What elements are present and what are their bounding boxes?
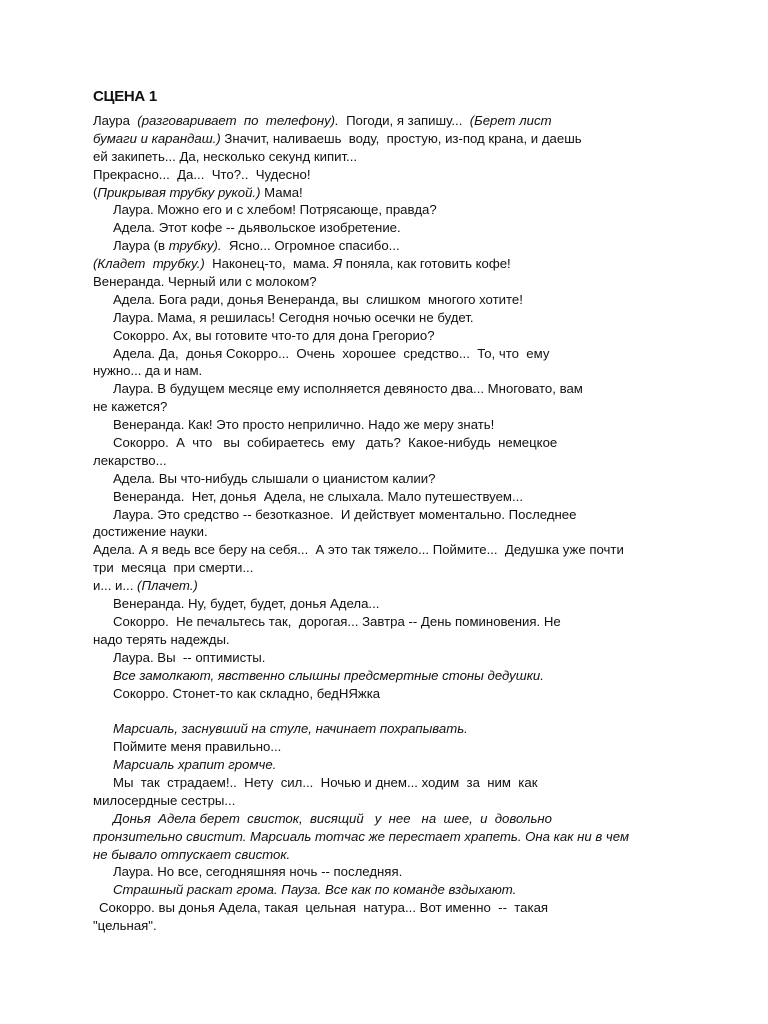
stage-direction: пронзительно свистит. Марсиаль тотчас же перестает храпеть. Она как ни в чем <box>93 828 629 844</box>
text-line <box>93 649 693 667</box>
dialogue-text: Венеранда. Черный или с молоком? <box>93 274 317 290</box>
text-line <box>93 362 693 380</box>
text-line <box>93 774 693 792</box>
dialogue-text: Сокорро. Стонет-то как складно, бедНЯжка <box>113 685 381 701</box>
text-line <box>93 130 693 148</box>
text-line <box>93 917 693 935</box>
text-line <box>93 863 693 881</box>
text-line <box>93 148 693 166</box>
dialogue-text: Лаура (в <box>113 238 169 254</box>
text-line <box>93 685 693 703</box>
dialogue-text: Адела. Бога ради, донья Венеранда, вы слишком многого хотите! <box>113 291 523 307</box>
text-line <box>93 398 693 416</box>
dialogue-text: и... и... <box>93 578 138 594</box>
dialogue-text: Адела. Этот кофе -- дьявольское изобретение. <box>113 220 401 236</box>
dialogue-text: Лаура. Это средство -- безотказное. И действует моментально. Последнее <box>113 506 577 522</box>
dialogue-text: поняла, как готовить кофе! <box>342 256 511 272</box>
text-line <box>93 523 693 541</box>
text-line <box>93 792 693 810</box>
text-line <box>93 506 693 524</box>
text-line <box>93 577 693 595</box>
dialogue-text: Сокорро. вы донья Адела, такая цельная натура... Вот именно -- такая <box>99 900 549 916</box>
text-line <box>93 219 693 237</box>
dialogue-text: лекарство... <box>93 452 167 468</box>
text-line <box>93 327 693 345</box>
dialogue-text: ( <box>93 184 98 200</box>
text-line <box>93 828 693 846</box>
dialogue-text: Наконец-то, мама. <box>204 256 334 272</box>
text-line <box>93 309 693 327</box>
text-line <box>93 810 693 828</box>
stage-direction: (Берет лист <box>469 113 552 128</box>
dialogue-text: Ясно... Огромное спасибо... <box>221 238 400 254</box>
dialogue-text: Мы так страдаем!.. Нету сил... Ночью и днем... ходим за ним как <box>113 774 538 790</box>
text-line <box>93 631 693 649</box>
text-line <box>93 416 693 434</box>
text-line <box>93 291 693 309</box>
text-line <box>93 720 693 738</box>
dialogue-text: Лаура. Мама, я решилась! Сегодня ночью осечки не будет. <box>113 309 474 325</box>
dialogue-text: Сокорро. А что вы собираетесь ему дать? Какое-нибудь немецкое <box>113 435 558 451</box>
text-line <box>93 846 693 864</box>
text-line <box>93 559 693 577</box>
dialogue-text: "цельная". <box>93 918 157 934</box>
dialogue-text: Лаура. Но все, сегодняшняя ночь -- последняя. <box>113 864 403 880</box>
dialogue-text: Венеранда. Нет, донья Адела, не слыхала. Мало путешествуем... <box>113 488 523 504</box>
dialogue-text: три месяца при смерти... <box>93 560 254 576</box>
text-line <box>93 380 693 398</box>
dialogue-text: ей закипеть... Да, несколько секунд кипит... <box>93 148 358 164</box>
dialogue-text: Венеранда. Ну, будет, будет, донья Адела... <box>113 596 380 612</box>
blank-line <box>93 702 693 720</box>
dialogue-text: Погоди, я запишу... <box>338 113 470 128</box>
text-line <box>93 434 693 452</box>
text-line <box>93 452 693 470</box>
stage-direction: не бывало отпускает свисток. <box>93 846 291 862</box>
dialogue-text: Лаура. Можно его и с хлебом! Потрясающе, правда? <box>113 202 437 218</box>
stage-direction: Прикрывая трубку рукой.) <box>97 184 261 200</box>
dialogue-text: Лаура. В будущем месяце ему исполняется девяносто два... Многовато, вам <box>113 381 583 397</box>
stage-direction: (Плачет.) <box>137 578 198 594</box>
text-line <box>93 273 693 291</box>
stage-direction: Марсиаль, заснувший на стуле, начинает похрапывать. <box>113 721 468 737</box>
dialogue-text: Значит, наливаешь воду, простую, из-под крана, и даешь <box>220 130 582 146</box>
text-line <box>93 541 693 559</box>
stage-direction: Все замолкают, явственно слышны предсмертные стоны дедушки. <box>113 667 544 683</box>
text-line <box>93 899 693 917</box>
text-line <box>93 470 693 488</box>
scene-heading: СЦЕНА 1 <box>93 88 157 105</box>
stage-direction: трубку). <box>168 238 222 254</box>
stage-direction: (разговаривает по телефону). <box>137 113 339 128</box>
text-line <box>93 201 693 219</box>
stage-direction: Донья Адела берет свисток, висящий у нее на шее, и довольно <box>113 810 552 826</box>
text-line <box>93 595 693 613</box>
dialogue-text: Адела. А я ведь все беру на себя... А это так тяжело... Поймите... Дедушка уже почти <box>93 542 624 558</box>
text-line <box>93 738 693 756</box>
dialogue-text: Лаура. Вы -- оптимисты. <box>113 649 266 665</box>
dialogue-text: Сокорро. Ах, вы готовите что-то для дона Грегорио? <box>113 327 435 343</box>
text-line <box>93 255 693 273</box>
dialogue-text: Прекрасно... Да... Что?.. Чудесно! <box>93 166 311 182</box>
text-line <box>93 756 693 774</box>
stage-direction: Страшный раскат грома. Пауза. Все как по команде вздыхают. <box>113 882 517 898</box>
text-line <box>93 667 693 685</box>
dialogue-text: Лаура <box>93 113 138 128</box>
text-line <box>93 237 693 255</box>
text-line <box>93 184 693 202</box>
text-line <box>93 488 693 506</box>
dialogue-text: Адела. Вы что-нибудь слышали о цианистом калии? <box>113 470 436 486</box>
dialogue-text: Венеранда. Как! Это просто неприлично. Надо же меру знать! <box>113 417 495 433</box>
dialogue-text: нужно... да и нам. <box>93 363 203 379</box>
dialogue-text: не кажется? <box>93 399 168 415</box>
dialogue-text: надо терять надежды. <box>93 631 230 647</box>
dialogue-text: достижение науки. <box>93 524 208 540</box>
text-line <box>93 112 693 130</box>
dialogue-text: Сокорро. Не печальтесь так, дорогая... Завтра -- День поминовения. Не <box>113 613 561 629</box>
stage-direction: Марсиаль храпит громче. <box>113 757 277 773</box>
stage-direction: бумаги и карандаш.) <box>93 130 221 146</box>
dialogue-text: Мама! <box>260 184 303 200</box>
dialogue-text: Адела. Да, донья Сокорро... Очень хорошее средство... То, что ему <box>113 345 550 361</box>
text-line <box>93 613 693 631</box>
dialogue-text: милосердные сестры... <box>93 792 236 808</box>
play-text <box>93 112 693 935</box>
text-line <box>93 881 693 899</box>
stage-direction: Я <box>333 256 343 272</box>
dialogue-text: Поймите меня правильно... <box>113 739 282 755</box>
text-line <box>93 166 693 184</box>
text-line <box>93 345 693 363</box>
stage-direction: (Кладет трубку.) <box>93 256 205 272</box>
